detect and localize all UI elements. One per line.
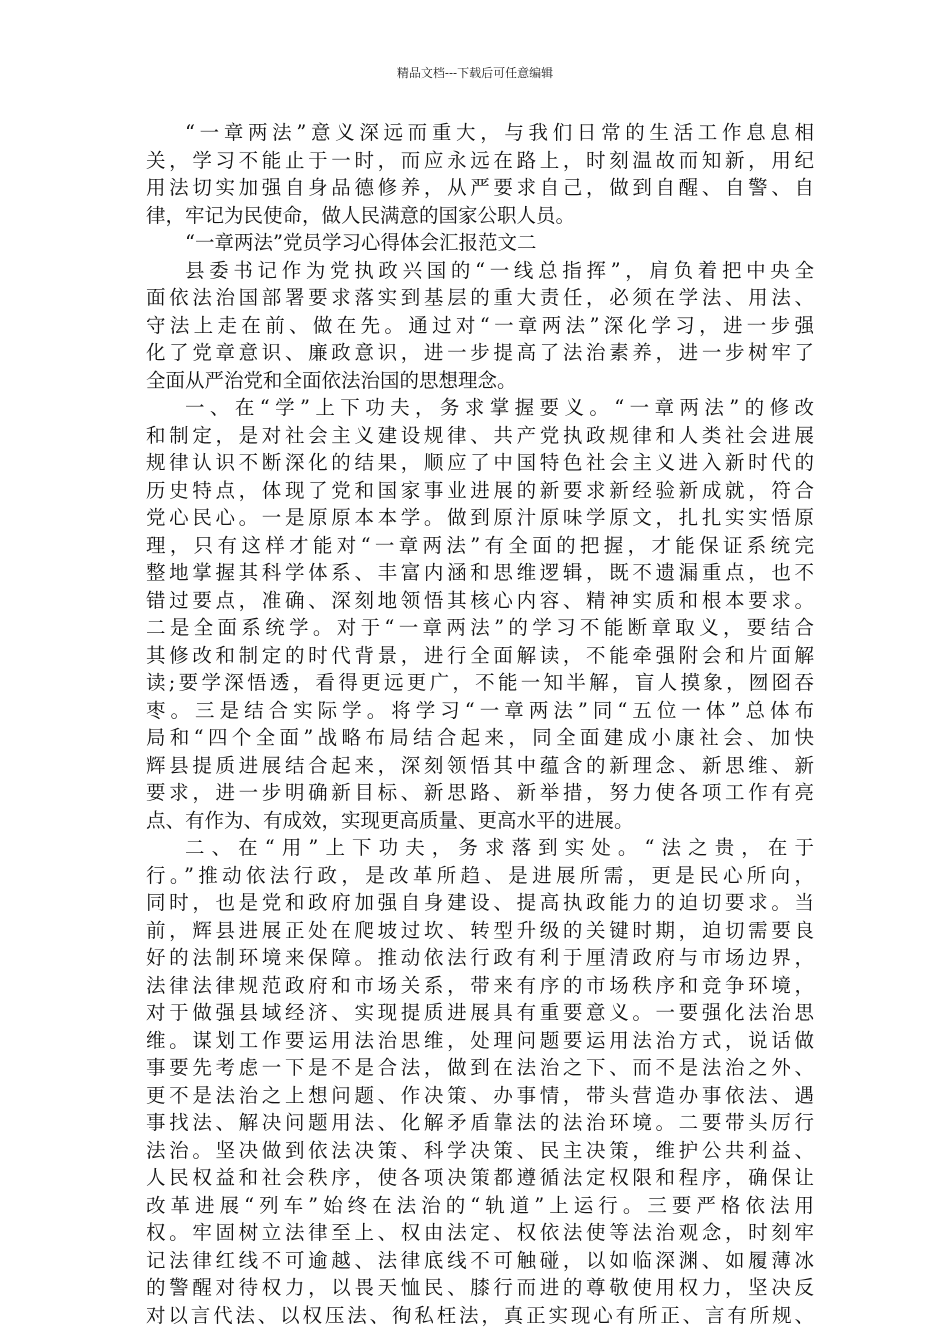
text-line: 关，学习不能止于一时，而应永远在路上，时刻温故而知新，用纪 (146, 148, 814, 172)
text-line: 守法上走在前、做在先。通过对“一章两法”深化学习，进一步强 (146, 313, 814, 337)
text-line: 用法切实加强自身品德修养，从严要求自己，做到自醒、自警、自 (146, 176, 814, 199)
text-line: 权。牢固树立法律至上、权由法定、权依法使等法治观念，时刻牢 (146, 1221, 814, 1244)
text-line: 改革进展“列车”始终在法治的“轨道”上运行。三要严格依法用 (146, 1193, 814, 1217)
page-header: 精品文档---下载后可任意编辑 (396, 66, 554, 80)
text-line: 好的法制环境来保障。推动依法行政有利于厘清政府与市场边界， (146, 946, 814, 969)
text-line: 读;要学深悟透，看得更远更广，不能一知半解，盲人摸象，囫囵吞 (146, 671, 814, 694)
text-line: 对于做强县域经济、实现提质进展具有重要意义。一要强化法治思 (146, 1001, 814, 1024)
text-line: 一、在“学”上下功夫，务求掌握要义。“一章两法”的修改 (185, 396, 814, 419)
text-line: 错过要点，准确、深刻地领悟其核心内容、精神实质和根本要求。 (146, 588, 814, 612)
text-line: 同时，也是党和政府加强自身建设、提高执政能力的迫切要求。当 (146, 891, 814, 914)
text-line: 的警醒对待权力，以畏天恤民、膝行而进的尊敬使用权力，坚决反 (146, 1276, 814, 1299)
document-body (146, 119, 814, 1329)
text-line: 律，牢记为民使命，做人民满意的国家公职人员。 (146, 203, 576, 227)
text-line: 法律法律规范政府和市场关系，带来有序的市场秩序和竞争环境， (146, 973, 814, 997)
text-line: 局和“四个全面”战略布局结合起来，同全面建成小康社会、加快 (146, 726, 814, 749)
text-line: 枣。三是结合实际学。将学习“一章两法”同“五位一体”总体布 (146, 698, 814, 722)
text-line: 记法律红线不可逾越、法律底线不可触碰，以如临深渊、如履薄冰 (146, 1248, 814, 1272)
text-line: 维。谋划工作要运用法治思维，处理问题要运用法治方式，说话做 (146, 1028, 814, 1052)
text-line: 辉县提质进展结合起来，深刻领悟其中蕴含的新理念、新思维、新 (146, 753, 814, 777)
text-line: 县委书记作为党执政兴国的“一线总指挥”，肩负着把中央全 (185, 258, 814, 282)
text-line: 历史特点，体现了党和国家事业进展的新要求新经验新成就，符合 (146, 478, 814, 502)
text-line: 化了党章意识、廉政意识，进一步提高了法治素养，进一步树牢了 (146, 341, 814, 364)
text-line: 法治。坚决做到依法决策、科学决策、民主决策，维护公共利益、 (146, 1138, 814, 1162)
text-line: 人民权益和社会秩序，使各项决策都遵循法定权限和程序，确保让 (146, 1166, 814, 1189)
text-line: 和制定，是对社会主义建设规律、共产党执政规律和人类社会进展 (146, 423, 814, 447)
text-line: 行。”推动依法行政，是改革所趋、是进展所需，更是民心所向， (146, 863, 814, 887)
text-line: 全面从严治党和全面依法治国的思想理念。 (146, 368, 517, 392)
text-line: 面依法治国部署要求落实到基层的重大责任，必须在学法、用法、 (146, 286, 814, 309)
text-line: “一章两法”意义深远而重大，与我们日常的生活工作息息相 (185, 121, 814, 144)
text-line: 其修改和制定的时代背景，进行全面解读，不能牵强附会和片面解 (146, 643, 814, 667)
text-line: 事要先考虑一下是不是合法，做到在法治之下、而不是法治之外、 (146, 1056, 814, 1079)
text-line: “一章两法”党员学习心得体会汇报范文二 (185, 231, 537, 254)
text-line: 理，只有这样才能对“一章两法”有全面的把握，才能保证系统完 (146, 533, 814, 557)
text-line: 点、有作为、有成效，实现更高质量、更高水平的进展。 (146, 808, 634, 832)
text-line: 对以言代法、以权压法、徇私枉法，真正实现心有所正、言有所规、 (146, 1303, 814, 1327)
text-line: 前，辉县进展正处在爬坡过坎、转型升级的关键时期，迫切需要良 (146, 918, 814, 942)
text-line: 事找法、解决问题用法、化解矛盾靠法的法治环境。二要带头厉行 (146, 1111, 814, 1134)
text-line: 二、在“用”上下功夫，务求落到实处。“法之贵，在于 (185, 836, 814, 859)
text-line: 要求，进一步明确新目标、新思路、新举措，努力使各项工作有亮 (146, 781, 814, 804)
text-line: 更不是法治之上想问题、作决策、办事情，带头营造办事依法、遇 (146, 1083, 814, 1107)
text-line: 二是全面系统学。对于“一章两法”的学习不能断章取义，要结合 (146, 616, 814, 639)
text-line: 党心民心。一是原原本本学。做到原汁原味学原文，扎扎实实悟原 (146, 506, 814, 529)
text-line: 规律认识不断深化的结果，顺应了中国特色社会主义进入新时代的 (146, 451, 814, 474)
text-line: 整地掌握其科学体系、丰富内涵和思维逻辑，既不遗漏重点，也不 (146, 561, 814, 584)
